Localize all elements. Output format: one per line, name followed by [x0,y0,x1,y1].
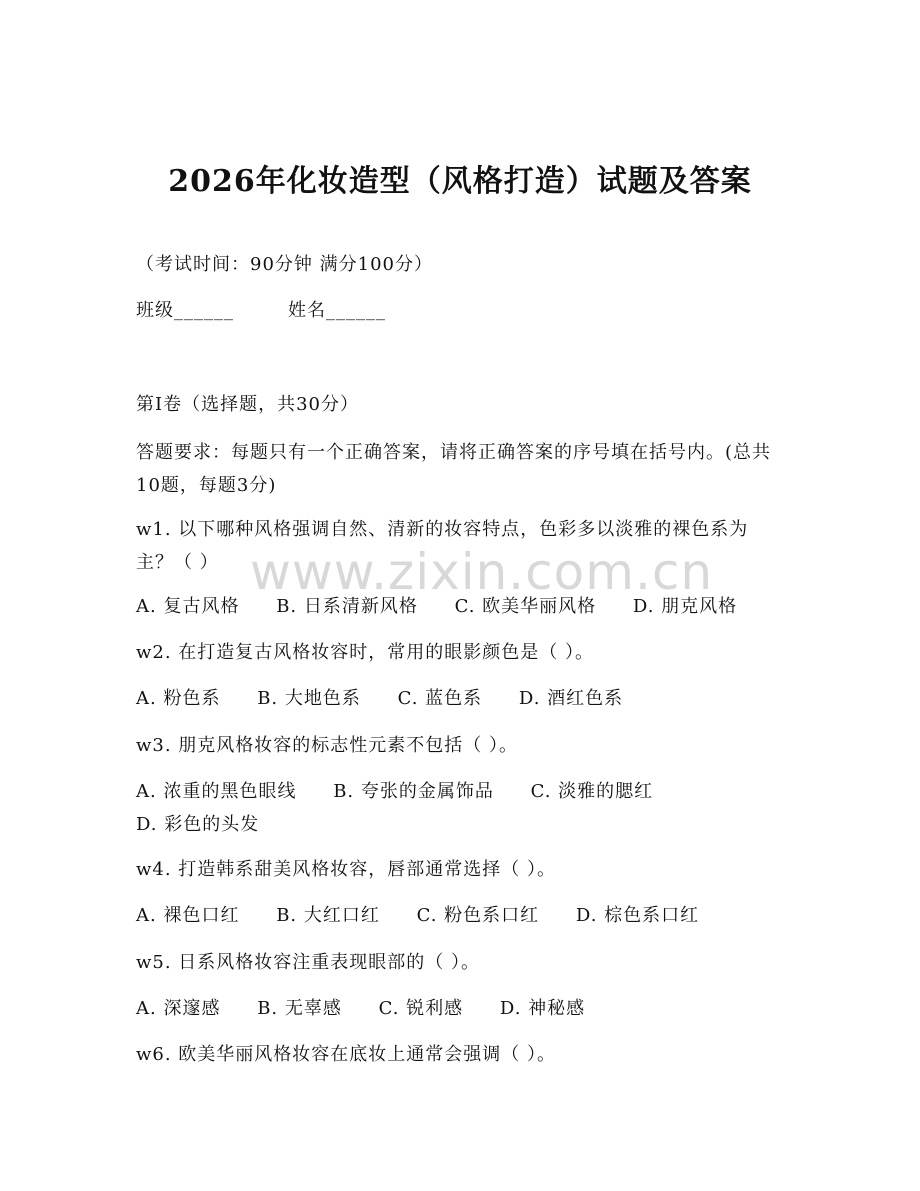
option-d[interactable]: D. 酒红色系 [518,688,624,709]
section-title: 第I卷（选择题，共30分） [136,394,360,415]
option-b[interactable]: B. 大红口红 [276,905,380,926]
option-b[interactable]: B. 大地色系 [257,688,361,709]
option-b[interactable]: B. 日系清新风格 [276,596,418,617]
question-options [136,992,786,1025]
option-c[interactable]: C. 蓝色系 [397,688,483,709]
option-c[interactable]: C. 锐利感 [378,998,464,1019]
option-a[interactable]: A. 裸色口红 [136,905,240,926]
option-a[interactable]: A. 深邃感 [136,998,221,1019]
question-stem: w4. 打造韩系甜美风格妆容，唇部通常选择（ ）。 [136,859,557,880]
instructions: 答题要求：每题只有一个正确答案，请将正确答案的序号填在括号内。(总共10题，每题3分) [136,442,772,496]
name-field[interactable]: 姓名______ [288,300,386,321]
exam-info: （考试时间：90分钟 满分100分） [136,254,433,275]
question-stem: w1. 以下哪种风格强调自然、清新的妆容特点，色彩多以淡雅的裸色系为主？（ ） [136,519,749,573]
option-c[interactable]: C. 欧美华丽风格 [454,596,597,617]
option-c[interactable]: C. 粉色系口红 [416,905,540,926]
option-d[interactable]: D. 彩色的头发 [136,814,260,835]
question-options [136,590,786,623]
question-stem: w3. 朋克风格妆容的标志性元素不包括（ ）。 [136,735,519,756]
option-b[interactable]: B. 无辜感 [257,998,342,1019]
question-stem: w6. 欧美华丽风格妆容在底妆上通常会强调（ ）。 [136,1044,557,1065]
option-a[interactable]: A. 浓重的黑色眼线 [136,781,297,802]
question-options [136,775,786,841]
question-options [136,682,786,715]
student-info-line [136,296,386,326]
option-c[interactable]: C. 淡雅的腮红 [530,781,654,802]
option-a[interactable]: A. 复古风格 [136,596,240,617]
option-d[interactable]: D. 棕色系口红 [575,905,700,926]
question-stem: w5. 日系风格妆容注重表现眼部的（ ）。 [136,952,481,973]
option-d[interactable]: D. 朋克风格 [632,596,738,617]
page-title: 2026年化妆造型（风格打造）试题及答案 [168,164,752,199]
question-stem: w2. 在打造复古风格妆容时，常用的眼影颜色是（ ）。 [136,642,595,663]
option-d[interactable]: D. 神秘感 [499,998,586,1019]
class-field[interactable]: 班级______ [136,300,234,321]
option-a[interactable]: A. 粉色系 [136,688,221,709]
question-options [136,899,786,932]
option-b[interactable]: B. 夸张的金属饰品 [333,781,494,802]
watermark: www.zixin.com.cn [250,543,714,601]
